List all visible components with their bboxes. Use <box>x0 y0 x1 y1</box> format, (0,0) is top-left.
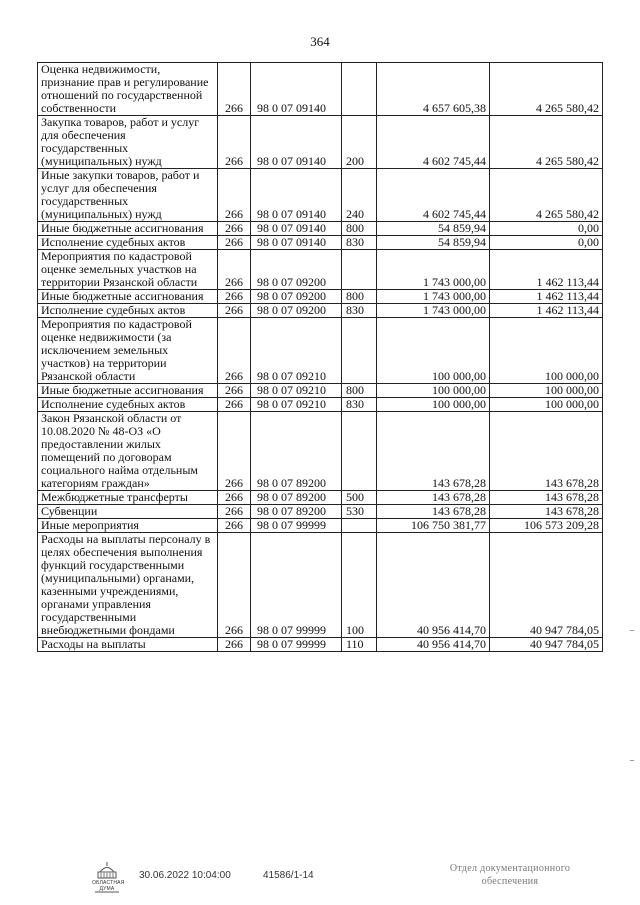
row-amount-2023-cell: 106 573 209,28 <box>490 519 603 533</box>
row-csr-cell: 98 0 07 09140 <box>251 222 342 236</box>
row-csr-cell: 98 0 07 09210 <box>251 398 342 412</box>
row-amount-2022-cell: 54 859,94 <box>377 222 490 236</box>
row-ved-cell: 266 <box>218 491 251 505</box>
row-name-cell: Межбюджетные трансферты <box>38 491 218 505</box>
row-name-cell: Исполнение судебных актов <box>38 304 218 318</box>
row-csr-cell: 98 0 07 89200 <box>251 412 342 491</box>
table-row <box>38 169 603 222</box>
table-row <box>38 116 603 169</box>
table-row <box>38 412 603 491</box>
row-amount-2022-cell: 143 678,28 <box>377 491 490 505</box>
row-amount-2022-cell: 1 743 000,00 <box>377 250 490 290</box>
row-ved-cell: 266 <box>218 169 251 222</box>
page-number: 364 <box>310 34 330 49</box>
row-amount-2023-cell: 1 462 113,44 <box>490 304 603 318</box>
row-csr-cell: 98 0 07 99999 <box>251 533 342 638</box>
row-vr-cell <box>342 412 377 491</box>
row-amount-2023-cell: 143 678,28 <box>490 505 603 519</box>
row-name-cell: Мероприятия по кадастровой оценке недвижимости (за исключением земельных участков) на территории Рязанской области <box>38 318 218 384</box>
row-amount-2022-cell: 100 000,00 <box>377 398 490 412</box>
row-amount-2023-cell: 100 000,00 <box>490 384 603 398</box>
scan-edge-mark <box>630 760 634 761</box>
table-row <box>38 63 603 116</box>
row-ved-cell: 266 <box>218 398 251 412</box>
row-amount-2022-cell: 4 602 745,44 <box>377 116 490 169</box>
row-amount-2023-cell: 100 000,00 <box>490 398 603 412</box>
row-amount-2022-cell: 4 602 745,44 <box>377 169 490 222</box>
row-name-cell: Иные закупки товаров, работ и услуг для обеспечения государственных (муниципальных) нужд <box>38 169 218 222</box>
row-amount-2023-cell: 4 265 580,42 <box>490 116 603 169</box>
row-vr-cell <box>342 63 377 116</box>
row-amount-2023-cell: 40 947 784,05 <box>490 638 603 652</box>
table-row <box>38 519 603 533</box>
row-ved-cell: 266 <box>218 412 251 491</box>
row-vr-cell: 100 <box>342 533 377 638</box>
row-amount-2022-cell: 40 956 414,70 <box>377 638 490 652</box>
row-vr-cell: 530 <box>342 505 377 519</box>
row-amount-2022-cell: 100 000,00 <box>377 384 490 398</box>
row-name-cell: Оценка недвижимости, признание прав и регулирование отношений по государственной собственности <box>38 63 218 116</box>
row-ved-cell: 266 <box>218 236 251 250</box>
row-vr-cell <box>342 250 377 290</box>
row-name-cell: Расходы на выплаты персоналу в целях обеспечения выполнения функций государственными (муниципальными) органами, казенными учреждениями, органами управления государственными внебюджетными фондами <box>38 533 218 638</box>
row-csr-cell: 98 0 07 09200 <box>251 304 342 318</box>
row-amount-2023-cell: 1 462 113,44 <box>490 290 603 304</box>
row-name-cell: Субвенции <box>38 505 218 519</box>
row-name-cell: Закупка товаров, работ и услуг для обеспечения государственных (муниципальных) нужд <box>38 116 218 169</box>
row-ved-cell: 266 <box>218 116 251 169</box>
row-amount-2023-cell: 100 000,00 <box>490 318 603 384</box>
row-csr-cell: 98 0 07 99999 <box>251 638 342 652</box>
row-ved-cell: 266 <box>218 384 251 398</box>
row-ved-cell: 266 <box>218 318 251 384</box>
row-vr-cell: 800 <box>342 384 377 398</box>
table-row <box>38 222 603 236</box>
row-csr-cell: 98 0 07 09140 <box>251 169 342 222</box>
row-name-cell: Иные бюджетные ассигнования <box>38 222 218 236</box>
table-row <box>38 250 603 290</box>
row-amount-2023-cell: 4 265 580,42 <box>490 169 603 222</box>
row-amount-2022-cell: 1 743 000,00 <box>377 304 490 318</box>
table-row <box>38 236 603 250</box>
row-name-cell: Мероприятия по кадастровой оценке земельных участков на территории Рязанской области <box>38 250 218 290</box>
budget-table-body <box>38 63 603 652</box>
row-csr-cell: 98 0 07 09200 <box>251 250 342 290</box>
row-amount-2023-cell: 0,00 <box>490 236 603 250</box>
table-row <box>38 491 603 505</box>
table-row <box>38 398 603 412</box>
row-amount-2022-cell: 40 956 414,70 <box>377 533 490 638</box>
stamp-line-1: Отдел документационного <box>449 863 571 874</box>
row-vr-cell: 830 <box>342 304 377 318</box>
row-ved-cell: 266 <box>218 290 251 304</box>
row-csr-cell: 98 0 07 09140 <box>251 236 342 250</box>
row-name-cell: Иные мероприятия <box>38 519 218 533</box>
row-vr-cell <box>342 519 377 533</box>
row-amount-2023-cell: 0,00 <box>490 222 603 236</box>
row-name-cell: Исполнение судебных актов <box>38 236 218 250</box>
row-csr-cell: 98 0 07 09210 <box>251 318 342 384</box>
row-ved-cell: 266 <box>218 63 251 116</box>
page-footer <box>0 860 640 900</box>
row-amount-2022-cell: 4 657 605,38 <box>377 63 490 116</box>
table-row <box>38 533 603 638</box>
row-vr-cell: 800 <box>342 222 377 236</box>
row-csr-cell: 98 0 07 09200 <box>251 290 342 304</box>
row-amount-2022-cell: 54 859,94 <box>377 236 490 250</box>
row-csr-cell: 98 0 07 09210 <box>251 384 342 398</box>
table-row <box>38 304 603 318</box>
row-name-cell: Расходы на выплаты <box>38 638 218 652</box>
row-name-cell: Исполнение судебных актов <box>38 398 218 412</box>
row-amount-2022-cell: 143 678,28 <box>377 412 490 491</box>
row-csr-cell: 98 0 07 89200 <box>251 491 342 505</box>
row-vr-cell: 830 <box>342 398 377 412</box>
row-ved-cell: 266 <box>218 222 251 236</box>
row-vr-cell: 240 <box>342 169 377 222</box>
row-csr-cell: 98 0 07 09140 <box>251 63 342 116</box>
row-amount-2023-cell: 1 462 113,44 <box>490 250 603 290</box>
row-csr-cell: 98 0 07 99999 <box>251 519 342 533</box>
budget-table <box>37 62 603 652</box>
row-amount-2022-cell: 106 750 381,77 <box>377 519 490 533</box>
row-vr-cell: 830 <box>342 236 377 250</box>
table-row <box>38 384 603 398</box>
row-ved-cell: 266 <box>218 304 251 318</box>
table-row <box>38 505 603 519</box>
table-row <box>38 638 603 652</box>
row-csr-cell: 98 0 07 09140 <box>251 116 342 169</box>
scan-edge-mark <box>630 630 634 631</box>
row-amount-2022-cell: 143 678,28 <box>377 505 490 519</box>
row-name-cell: Закон Рязанской области от 10.08.2020 № 48-ОЗ «О предоставлении жилых помещений по договорам социального найма отдельным категориям граждан» <box>38 412 218 491</box>
row-amount-2023-cell: 40 947 784,05 <box>490 533 603 638</box>
row-name-cell: Иные бюджетные ассигнования <box>38 290 218 304</box>
row-vr-cell <box>342 318 377 384</box>
row-ved-cell: 266 <box>218 250 251 290</box>
row-vr-cell: 500 <box>342 491 377 505</box>
row-csr-cell: 98 0 07 89200 <box>251 505 342 519</box>
footer-doc-number: 41586/1-14 <box>263 870 314 881</box>
row-amount-2023-cell: 4 265 580,42 <box>490 63 603 116</box>
row-amount-2022-cell: 1 743 000,00 <box>377 290 490 304</box>
row-ved-cell: 266 <box>218 505 251 519</box>
row-ved-cell: 266 <box>218 638 251 652</box>
row-ved-cell: 266 <box>218 533 251 638</box>
row-ved-cell: 266 <box>218 519 251 533</box>
row-amount-2022-cell: 100 000,00 <box>377 318 490 384</box>
table-row <box>38 290 603 304</box>
table-row <box>38 318 603 384</box>
row-vr-cell: 110 <box>342 638 377 652</box>
row-name-cell: Иные бюджетные ассигнования <box>38 384 218 398</box>
footer-date: 30.06.2022 10:04:00 <box>139 870 231 881</box>
row-vr-cell: 200 <box>342 116 377 169</box>
row-amount-2023-cell: 143 678,28 <box>490 412 603 491</box>
row-amount-2023-cell: 143 678,28 <box>490 491 603 505</box>
department-stamp <box>420 862 600 888</box>
duma-logo-text: ОБЛАСТНАЯ ДУМА <box>92 880 125 892</box>
row-vr-cell: 800 <box>342 290 377 304</box>
stamp-line-2: обеспечения <box>481 876 539 887</box>
